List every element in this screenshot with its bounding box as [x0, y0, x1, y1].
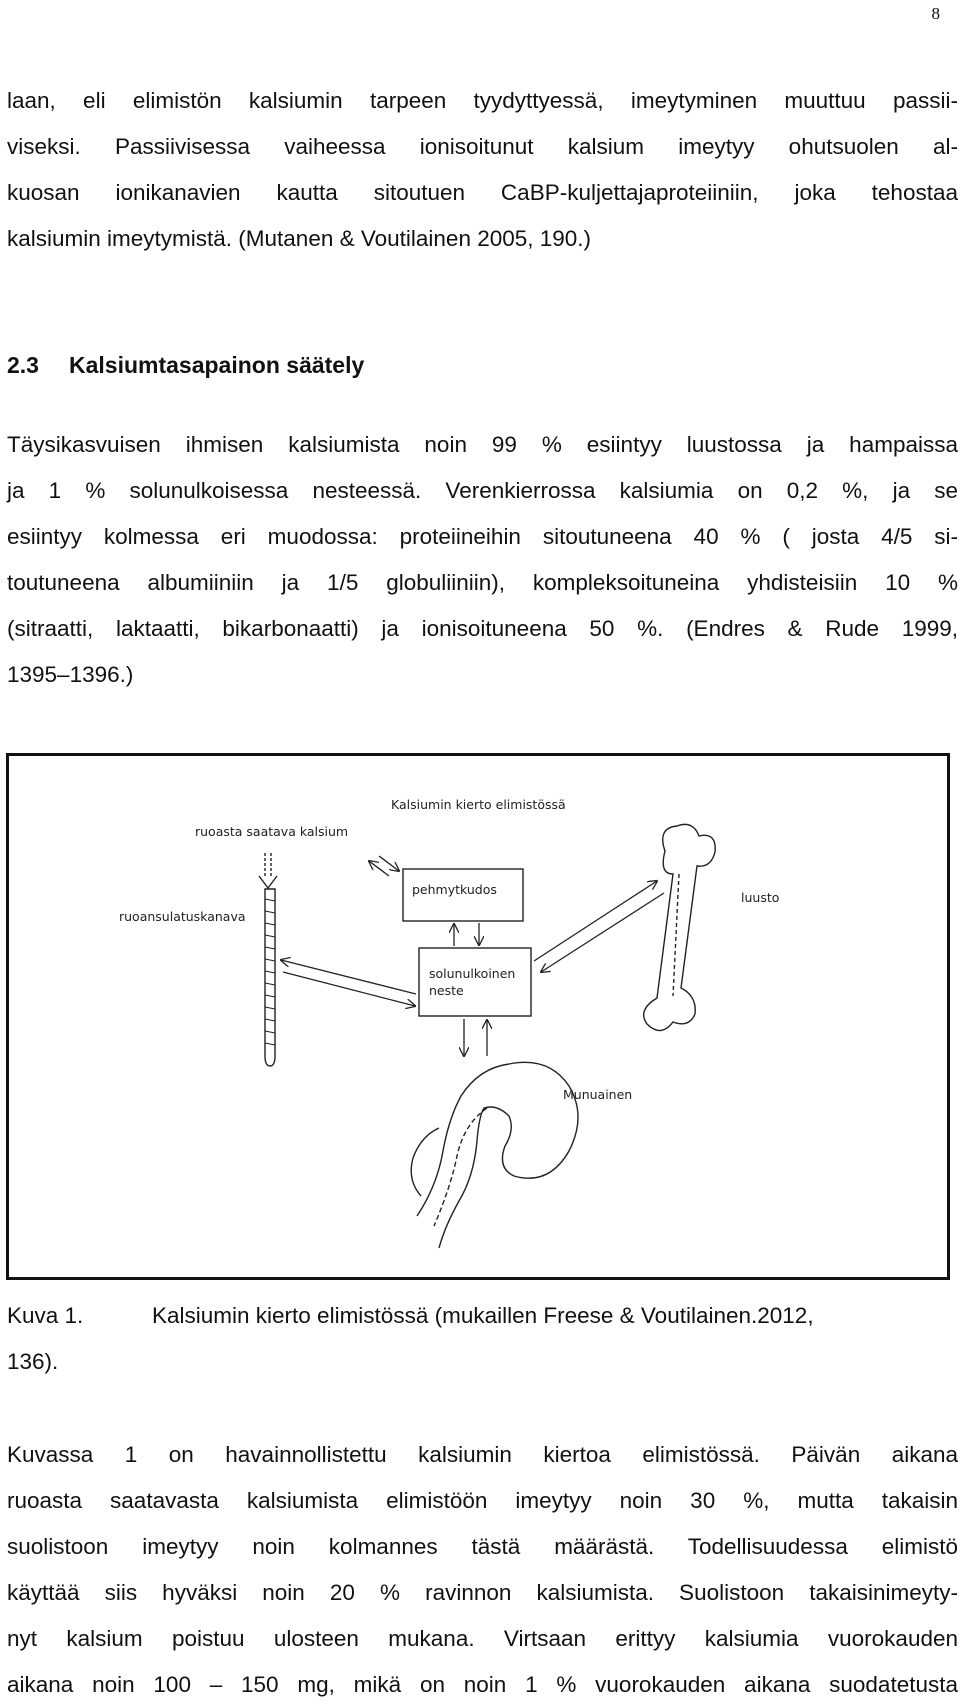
label-extracellular-line2: neste — [429, 983, 464, 998]
paragraph-balance — [7, 422, 958, 698]
figure-title: Kalsiumin kierto elimistössä — [391, 797, 566, 812]
paragraph-intro — [7, 78, 958, 262]
calcium-diagram — [9, 756, 947, 1277]
bone-drawing — [644, 824, 716, 1030]
text-line: käyttää siis hyväksi noin 20 % ravinnon kalsiumista. Suolistoon takaisinimeyty- — [7, 1580, 958, 1605]
label-food-calcium: ruoasta saatava kalsium — [195, 824, 349, 839]
digestive-tract-tube — [265, 889, 275, 1066]
text-line: toutuneena albumiiniin ja 1/5 globuliiniin), kompleksoituneina yhdisteisiin 10 % — [7, 570, 958, 595]
fluid-bone-arrows — [534, 881, 664, 972]
text-line: esiintyy kolmessa eri muodossa: proteiineihin sitoutuneena 40 % ( josta 4/5 si- — [7, 524, 958, 549]
kidney-drawing — [411, 1062, 578, 1248]
page-number: 8 — [931, 4, 940, 23]
caption-line-1 — [7, 1293, 958, 1339]
text-line: viseksi. Passiivisessa vaiheessa ionisoitunut kalsium imeytyy ohutsuolen al- — [7, 134, 958, 159]
label-bone: luusto — [741, 890, 780, 905]
fluid-softtissue-arrows — [454, 923, 479, 946]
text-line: ruoasta saatavasta kalsiumista elimistöön imeytyy noin 30 %, mutta takaisin — [7, 1488, 958, 1513]
food-down-arrow — [259, 853, 277, 888]
text-line: suolistoon imeytyy noin kolmannes tästä määrästä. Todellisuudessa elimistö — [7, 1534, 958, 1559]
text-line: kalsiumin imeytymistä. (Mutanen & Voutilainen 2005, 190.) — [7, 226, 592, 251]
text-line: nyt kalsium poistuu ulosteen mukana. Virtsaan erittyy kalsiumia vuorokauden — [7, 1626, 958, 1651]
text-line: Täysikasvuisen ihmisen kalsiumista noin 99 % esiintyy luustossa ja hampaissa — [7, 432, 958, 457]
soft-tissue-box — [403, 869, 523, 921]
section-title: Kalsiumtasapainon säätely — [69, 352, 365, 378]
label-soft-tissue: pehmytkudos — [412, 882, 497, 897]
text-line: aikana noin 100 – 150 mg, mikä on noin 1 % vuorokauden aikana suodatetusta — [7, 1672, 958, 1697]
label-digestive-tract: ruoansulatuskanava — [119, 909, 246, 924]
text-line: kuosan ionikanavien kautta sitoutuen CaBP-kuljettajaproteiiniin, joka tehostaa — [7, 180, 958, 205]
extracellular-fluid-box — [419, 948, 531, 1016]
caption-line-2: 136). — [7, 1349, 59, 1374]
calcium-circulation-figure — [6, 753, 950, 1280]
label-kidney: Munuainen — [563, 1087, 633, 1102]
text-line: ja 1 % solunulkoisessa nesteessä. Verenkierrossa kalsiumia on 0,2 %, ja se — [7, 478, 958, 503]
caption-label: Kuva 1. — [7, 1303, 84, 1328]
figure-caption — [7, 1293, 958, 1385]
fluid-digestive-arrows — [281, 960, 416, 1006]
fluid-kidney-arrows — [464, 1019, 487, 1056]
text-line: laan, eli elimistön kalsiumin tarpeen tyydyttyessä, imeytyminen muuttuu passii- — [7, 88, 958, 113]
paragraph-figure-explanation — [7, 1432, 958, 1708]
text-line: Kuvassa 1 on havainnollistettu kalsiumin kiertoa elimistössä. Päivän aikana — [7, 1442, 958, 1467]
caption-text: Kalsiumin kierto elimistössä (mukaillen Freese & Voutilainen.2012, — [152, 1303, 814, 1328]
label-extracellular-line1: solunulkoinen — [429, 966, 516, 981]
digestive-to-fluid-arrow — [369, 856, 399, 876]
section-heading — [7, 352, 364, 379]
section-number: 2.3 — [7, 352, 39, 378]
text-line: (sitraatti, laktaatti, bikarbonaatti) ja ionisoituneena 50 %. (Endres & Rude 1999, — [7, 616, 958, 641]
text-line: 1395–1396.) — [7, 662, 134, 687]
